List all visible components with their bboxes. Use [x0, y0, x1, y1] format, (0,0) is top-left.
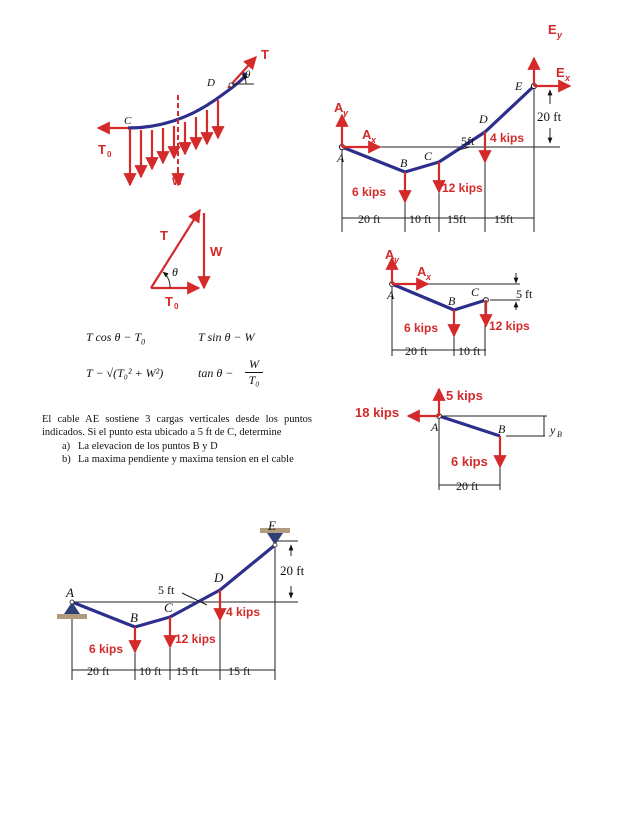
triangle-T0-label: T [165, 294, 173, 309]
fbd-span-20ft: 20 ft [456, 479, 479, 493]
main-span-15ft-b: 15ft [494, 212, 514, 226]
main-point-A: A [337, 151, 345, 165]
mid-point-C: C [471, 285, 480, 299]
main-Ay-subscript: y [343, 108, 349, 118]
equation-t-sin: T sin θ − W [198, 330, 255, 344]
cable-segment-figure [98, 47, 269, 188]
main-point-B: B [400, 156, 408, 170]
equation-t-magnitude: T − √(T₀² + W²) [86, 366, 164, 380]
bottom-cable-figure [57, 518, 305, 680]
Ex-subscript: x [565, 73, 571, 83]
mid-Ax-subscript: x [426, 272, 432, 282]
distributed-load-arrows [130, 100, 218, 185]
mid-dim-5ft: 5 ft [516, 287, 533, 301]
fraction-denominator: T₀ [245, 372, 263, 388]
free-body-figure [355, 388, 562, 493]
fbd-point-A: A [431, 420, 439, 434]
problem-item-a: a) La elevacion de los puntos B y D [62, 440, 218, 452]
main-dim-5ft: 5ft [461, 134, 475, 148]
bottom-dim-20ft: 20 ft [280, 563, 305, 578]
main-load-6kips: 6 kips [352, 185, 387, 199]
triangle-W-label: W [210, 244, 223, 259]
bottom-span-20ft: 20 ft [87, 664, 110, 678]
problem-statement [42, 413, 312, 467]
force-triangle-figure [151, 210, 223, 311]
main-point-D: D [479, 112, 488, 126]
main-span-20ft: 20 ft [358, 212, 381, 226]
Ey-label: E [548, 22, 557, 37]
fbd-load-6kips: 6 kips [451, 454, 488, 469]
bottom-load-12kips: 12 kips [175, 632, 216, 646]
point-C-label: C [124, 115, 132, 127]
partial-cable-figure [385, 247, 533, 358]
bottom-point-E: E [268, 518, 276, 533]
bottom-point-C: C [164, 600, 173, 615]
main-point-C: C [424, 149, 433, 163]
bottom-point-B: B [130, 610, 138, 625]
main-Ax-subscript: x [371, 135, 377, 145]
mid-point-B: B [448, 294, 456, 308]
fraction-numerator: W [249, 357, 259, 371]
bottom-dim-5ft: 5 ft [158, 583, 175, 597]
mid-span-10ft: 10 ft [458, 344, 481, 358]
main-span-15ft-a: 15ft [447, 212, 467, 226]
fbd-yB-label: y [550, 423, 556, 437]
mid-point-A: A [387, 288, 395, 302]
W-label: W [172, 176, 183, 188]
Ey-subscript: y [557, 30, 563, 40]
bottom-span-10ft: 10 ft [139, 664, 162, 678]
theta-label: θ [245, 69, 251, 81]
bottom-span-15ft-b: 15 ft [228, 664, 251, 678]
main-load-12kips: 12 kips [442, 181, 483, 195]
main-point-E: E [515, 79, 523, 93]
problem-item-b: b) La maxima pendiente y maxima tension en el cable [62, 454, 294, 466]
triangle-T-label: T [160, 228, 168, 243]
bottom-load-4kips: 4 kips [226, 605, 261, 619]
equation-tan-fraction [245, 357, 263, 388]
triangle-T0-subscript: 0 [174, 302, 179, 311]
mid-load-6kips: 6 kips [404, 321, 439, 335]
point-D-label: D [207, 77, 215, 89]
mid-Ay-label: A [385, 247, 395, 262]
main-load-4kips: 4 kips [490, 131, 525, 145]
equation-t-cos: T $\cos \theta - T_0$ [86, 330, 146, 347]
bottom-load-6kips: 6 kips [89, 642, 124, 656]
bottom-point-A: A [66, 585, 74, 600]
fbd-load-18kips: 18 kips [355, 405, 400, 420]
bottom-span-15ft-a: 15 ft [176, 664, 199, 678]
main-span-10ft: 10 ft [409, 212, 432, 226]
triangle-theta-label: θ [172, 265, 178, 279]
main-dim-20ft: 20 ft [537, 109, 562, 124]
main-cable-figure [334, 22, 571, 232]
problem-intro: El cable AE sostiene 3 cargas verticales desde los puntos indicados. Si el punto esta ubicado a 5 ft de C, determine [42, 414, 312, 439]
equation-tan: tan θ − [198, 366, 234, 380]
fbd-yB-subscript: B [557, 430, 562, 439]
tension-T-label: T [261, 47, 269, 62]
main-Ay-label: A [334, 100, 344, 115]
bottom-point-D: D [214, 570, 224, 585]
fbd-load-5kips: 5 kips [446, 388, 483, 403]
Ex-label: E [556, 65, 565, 80]
mid-Ax-label: A [417, 264, 427, 279]
main-Ax-label: A [362, 127, 372, 142]
mid-span-20ft: 20 ft [405, 344, 428, 358]
mid-load-12kips: 12 kips [489, 319, 530, 333]
mid-Ay-subscript: y [394, 255, 400, 265]
fbd-point-B: B [498, 422, 506, 436]
T0-label: T [98, 142, 106, 157]
T0-subscript: 0 [107, 150, 112, 159]
